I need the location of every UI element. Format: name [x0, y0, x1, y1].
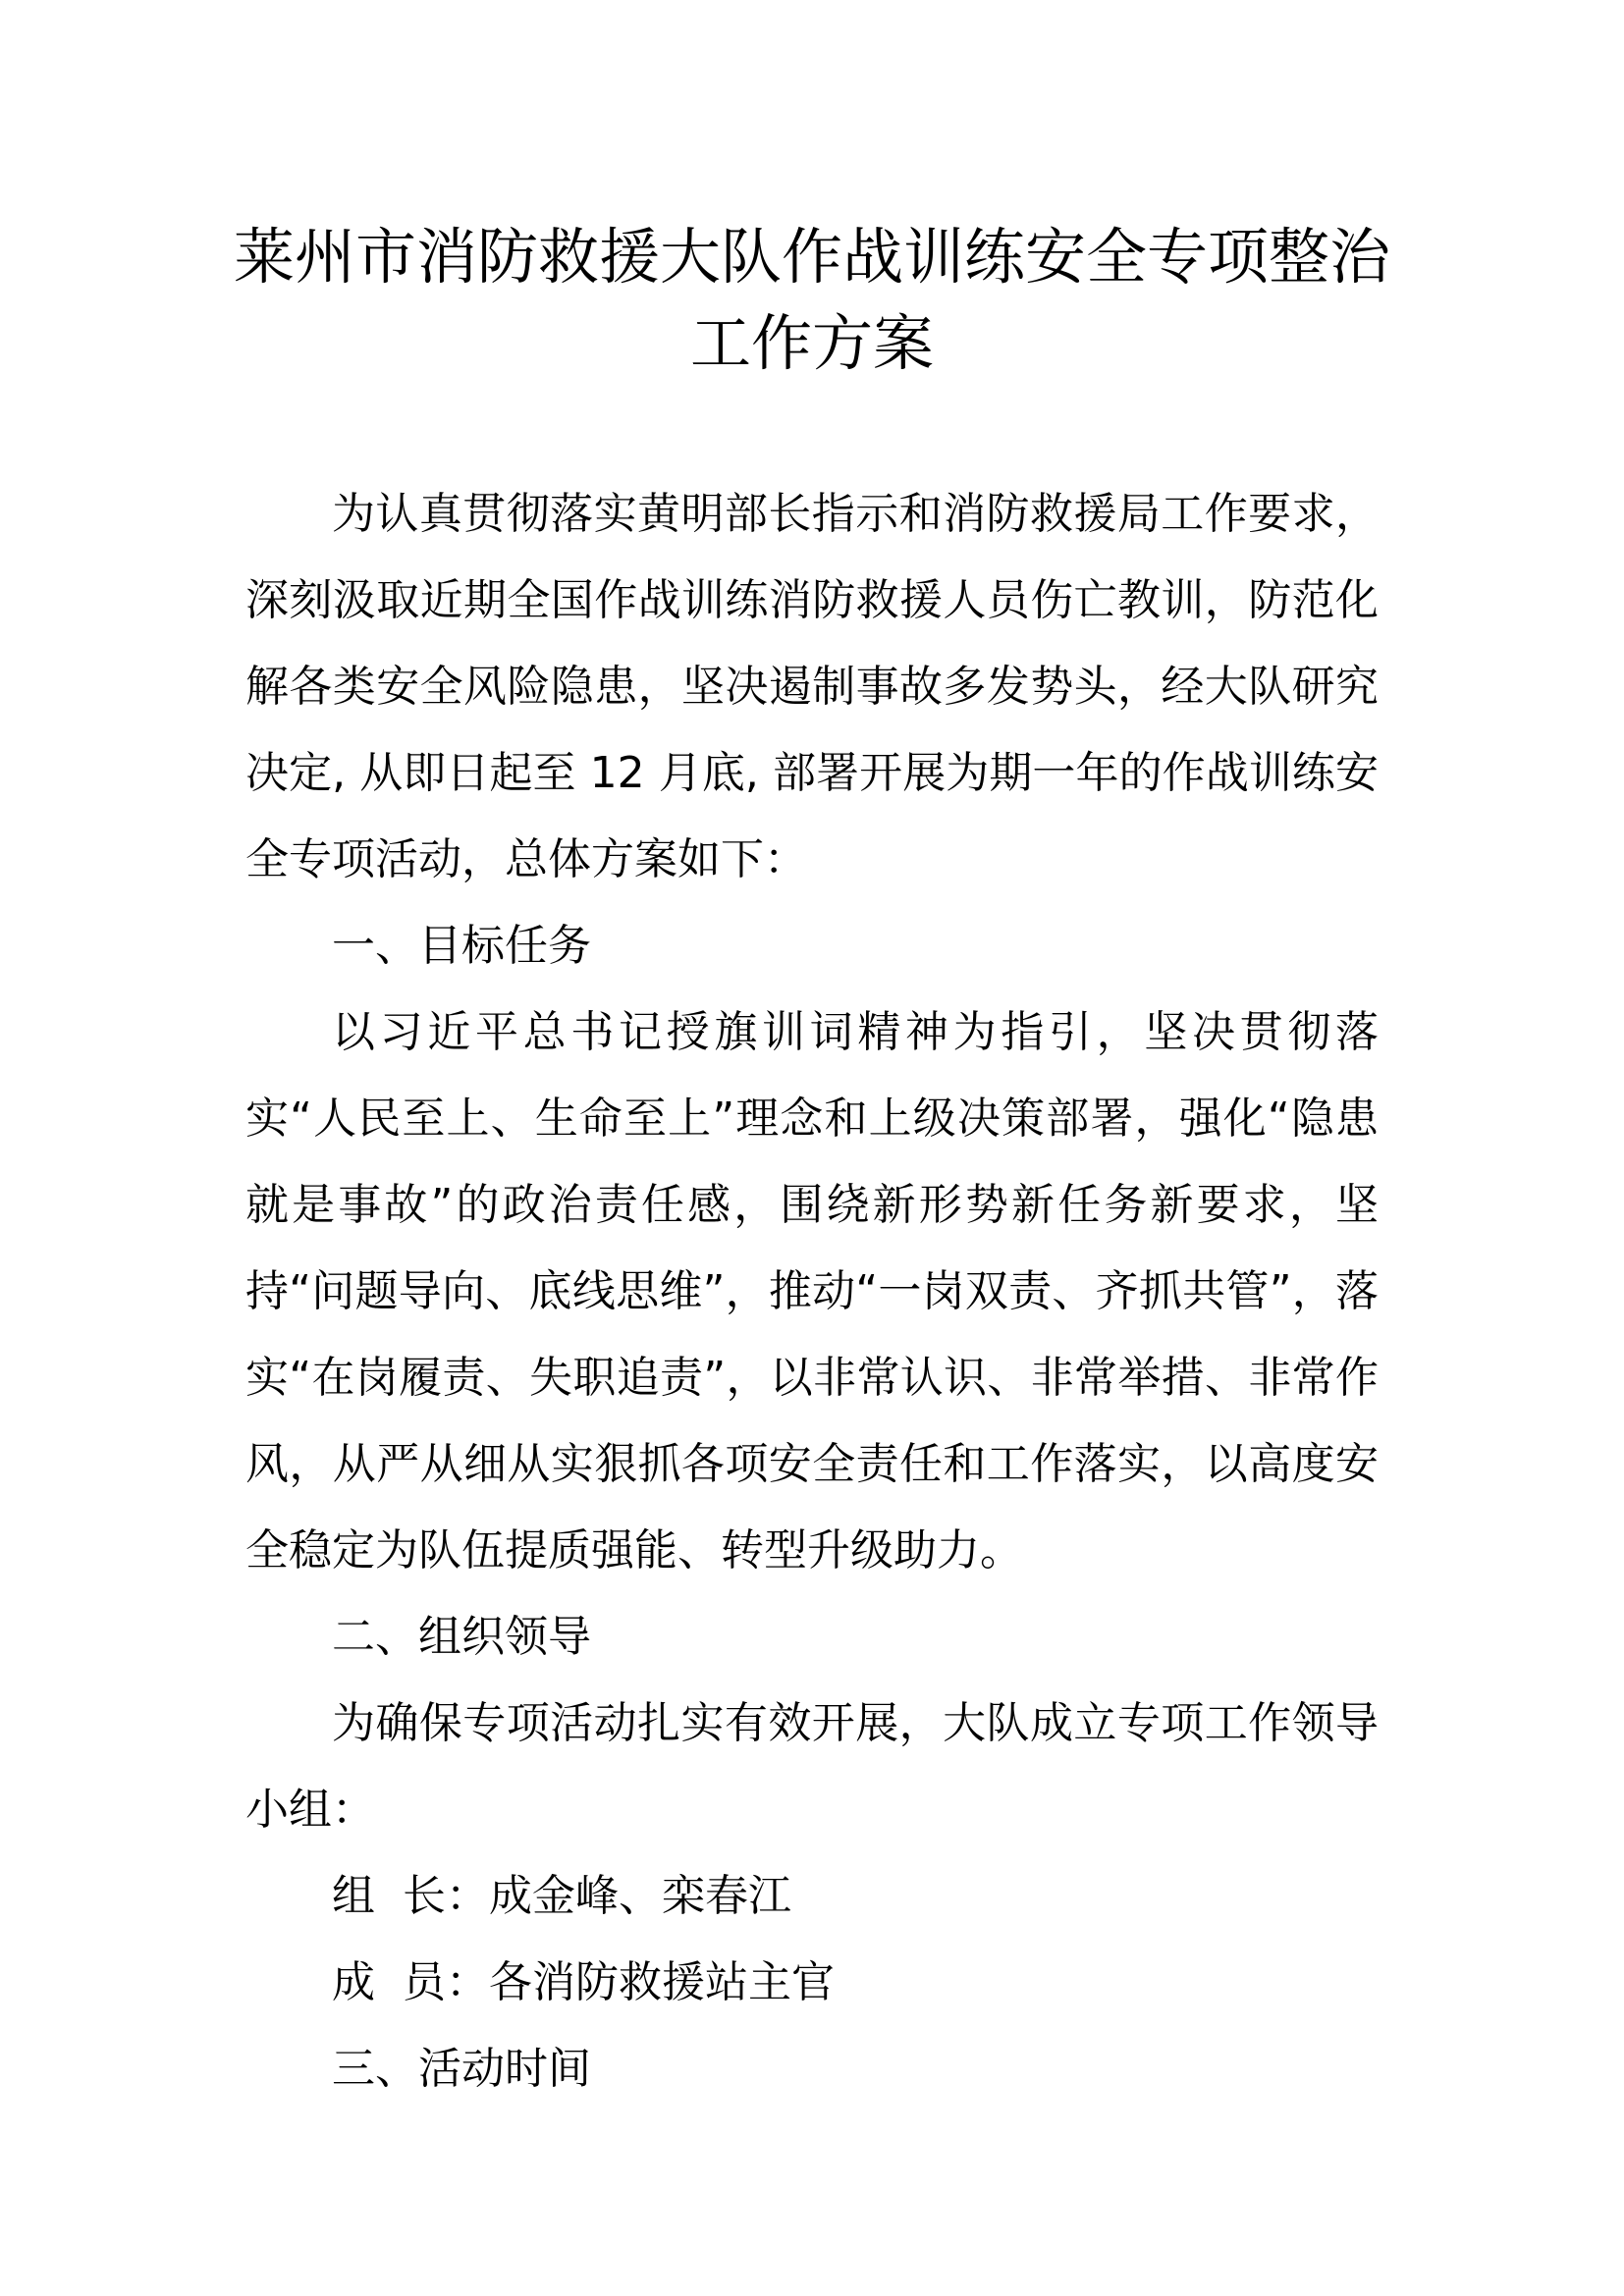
leader-line: 组 长：成金峰、栾春江: [332, 1871, 791, 1921]
section-heading-organization: 二、组织领导: [332, 1612, 591, 1662]
organization-paragraph: 为确保专项活动扎实有效开展，大队成立专项工作领导小组：: [245, 1698, 1379, 1835]
document-body: [245, 471, 1379, 2112]
document-title-line-2: 工作方案: [689, 307, 934, 379]
section-heading-goals: 一、目标任务: [332, 921, 591, 971]
document-title-line-1: 莱州市消防救援大队作战训练安全专项整治: [233, 221, 1390, 293]
intro-paragraph: 为认真贯彻落实黄明部长指示和消防救援局工作要求，深刻汲取近期全国作战训练消防救援人员伤亡教训，防范化解各类安全风险隐患，坚决遏制事故多发势头，经大队研究决定, 从即日起至 12 月底, 部署开展为期一年的作战训练安全专项活动，总体方案如下：: [245, 489, 1379, 884]
goals-paragraph: 以习近平总书记授旗训词精神为指引，坚决贯彻落实“人民至上、生命至上”理念和上级决策部署，强化“隐患就是事故”的政治责任感，围绕新形势新任务新要求，坚持“问题导向、底线思维”，推动“一岗双责、齐抓共管”，落实“在岗履责、失职追责”，以非常认识、非常举措、非常作风，从严从细从实狠抓各项安全责任和工作落实，以高度安全稳定为队伍提质强能、转型升级助力。: [245, 1007, 1379, 1575]
member-line: 成 员：各消防救援站主官: [332, 1957, 835, 2007]
section-heading-time: 三、活动时间: [332, 2044, 591, 2094]
